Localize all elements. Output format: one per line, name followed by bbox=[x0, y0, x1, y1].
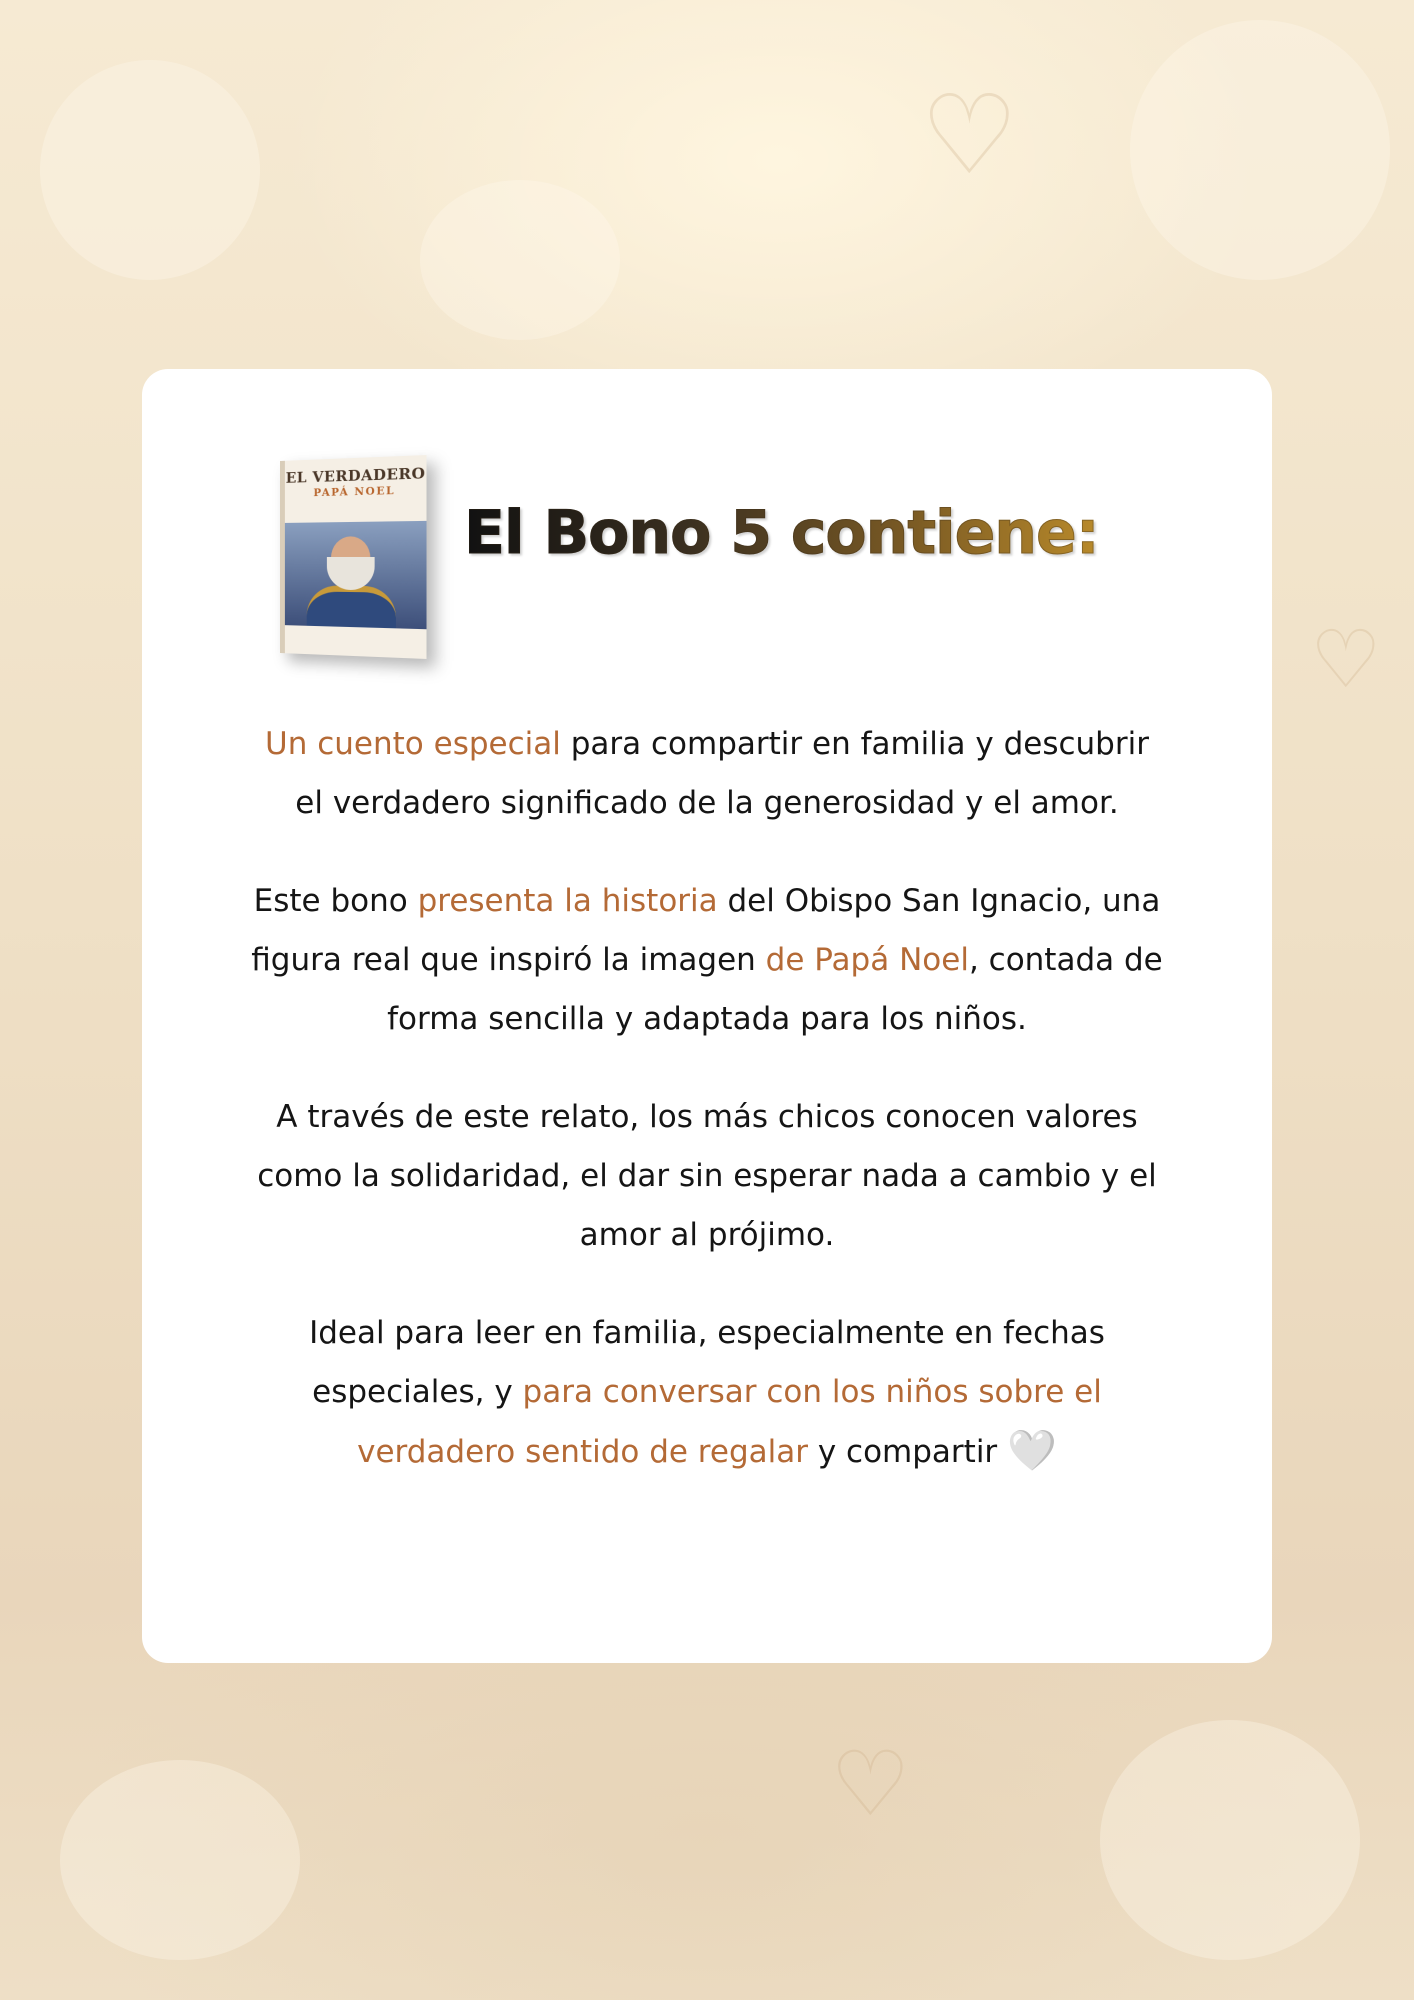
content-card bbox=[142, 369, 1272, 1663]
background-heart-icon: ♡ bbox=[920, 71, 1019, 199]
background-bokeh bbox=[1130, 20, 1390, 280]
paragraph-1 bbox=[247, 715, 1167, 833]
book-cover-footer bbox=[285, 625, 427, 659]
paragraph-text: Ideal para leer en familia, especialmente en fechas especiales, y bbox=[309, 1315, 1105, 1410]
background-bokeh bbox=[1100, 1720, 1360, 1960]
paragraph-text: Este bono bbox=[253, 883, 418, 919]
paragraph-3 bbox=[247, 1088, 1167, 1265]
paragraph-text: y compartir bbox=[807, 1434, 1008, 1470]
paragraph-2 bbox=[247, 872, 1167, 1049]
paragraph-text: , contada de forma sencilla y adaptada para los niños. bbox=[387, 942, 1163, 1037]
paragraph-text: para compartir en familia y descubrir el verdadero significado de la generosidad y el amor. bbox=[295, 726, 1149, 821]
highlight-text: para conversar con los niños sobre el verdadero sentido de regalar bbox=[357, 1374, 1102, 1470]
book-title: EL VERDADERO bbox=[285, 465, 426, 487]
background-bokeh bbox=[40, 60, 260, 280]
highlight-text: presenta la historia bbox=[417, 883, 718, 919]
background-bokeh bbox=[60, 1760, 300, 1960]
bonus-description bbox=[247, 715, 1167, 1521]
book-cover-image bbox=[280, 455, 427, 659]
background-heart-icon: ♡ bbox=[1310, 613, 1382, 706]
page-title: El Bono 5 contiene: bbox=[464, 498, 1099, 568]
background-heart-icon: ♡ bbox=[830, 1732, 911, 1837]
paragraph-text: A través de este relato, los más chicos conocen valores como la solidaridad, el dar sin esperar nada a cambio y el amor al prójimo. bbox=[257, 1099, 1157, 1253]
background-bokeh bbox=[420, 180, 620, 340]
highlight-text: Un cuento especial bbox=[265, 726, 561, 762]
white-heart-icon: 🤍 bbox=[1007, 1428, 1057, 1474]
paragraph-text: del Obispo San Ignacio, una figura real que inspiró la imagen bbox=[251, 883, 1161, 978]
book-cover-header bbox=[285, 455, 427, 523]
book-illustration bbox=[285, 521, 427, 629]
highlight-text: de Papá Noel bbox=[765, 942, 969, 978]
book-subtitle: PAPÁ NOEL bbox=[313, 485, 396, 500]
paragraph-4 bbox=[247, 1304, 1167, 1482]
